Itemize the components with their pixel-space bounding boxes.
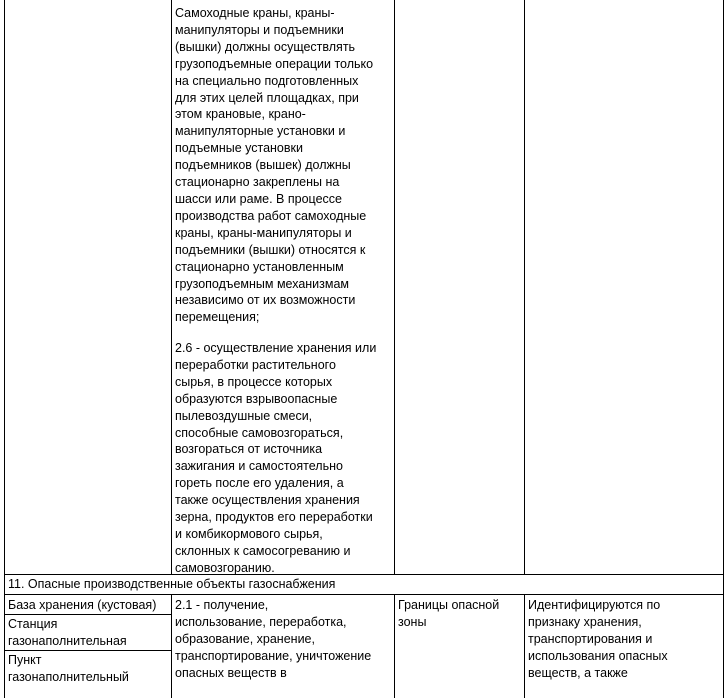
object-name-point: Пункт газонаполнительный — [8, 653, 129, 684]
rule-col-3 — [524, 0, 525, 574]
rule-col-2b — [394, 594, 395, 698]
rule-section-bottom — [4, 594, 724, 595]
rule-object-2 — [4, 650, 171, 651]
rule-right — [723, 0, 724, 698]
boundaries-text: Границы опасной зоны — [398, 598, 500, 629]
object-name-base: База хранения (кустовая) — [8, 598, 157, 612]
rule-object-1 — [4, 614, 171, 615]
section-header: 11. Опасные производственные объекты газоснабжения — [8, 577, 336, 591]
rule-col-3b — [524, 594, 525, 698]
rule-col-1b — [171, 594, 172, 698]
rule-col-1 — [171, 0, 172, 574]
rule-col-2 — [394, 0, 395, 574]
identification-text: Идентифицируются по признаку хранения, транспортирования и использования опасных веществ, а также — [528, 598, 668, 680]
criteria-text: 2.1 - получение, использование, переработка, образование, хранение, транспортирование, уничтожение опасных веществ в — [175, 598, 372, 680]
requirements-text-part1: Самоходные краны, краны- манипуляторы и подъемники (вышки) должны осуществлять грузоподъемные операции только на специально подготовленных для этих целей площадках, при этом крановые, крано- манипуляторные установки и подъемные установки подъемников (вышек) должны стационарно закреплены на шасси или раме. В процессе производства работ самоходные краны, краны-манипуляторы и подъемники (вышки) относятся к стационарно установленным грузоподъемным механизмам независимо от их возможности перемещения; — [175, 6, 374, 325]
requirements-text-part2: 2.6 - осуществление хранения или переработки растительного сырья, в процессе которых образуются взрывоопасные пылевоздушные смеси, способные самовозгораться, возгораться от источника зажигания и самостоятельно гореть после его удаления, а также осуществления хранения зерна, продуктов его переработки и комбикормового сырья, склонных к самосогреванию и самовозгоранию. — [175, 341, 377, 575]
rule-left — [4, 0, 5, 698]
object-name-station: Станция газонаполнительная — [8, 617, 127, 648]
